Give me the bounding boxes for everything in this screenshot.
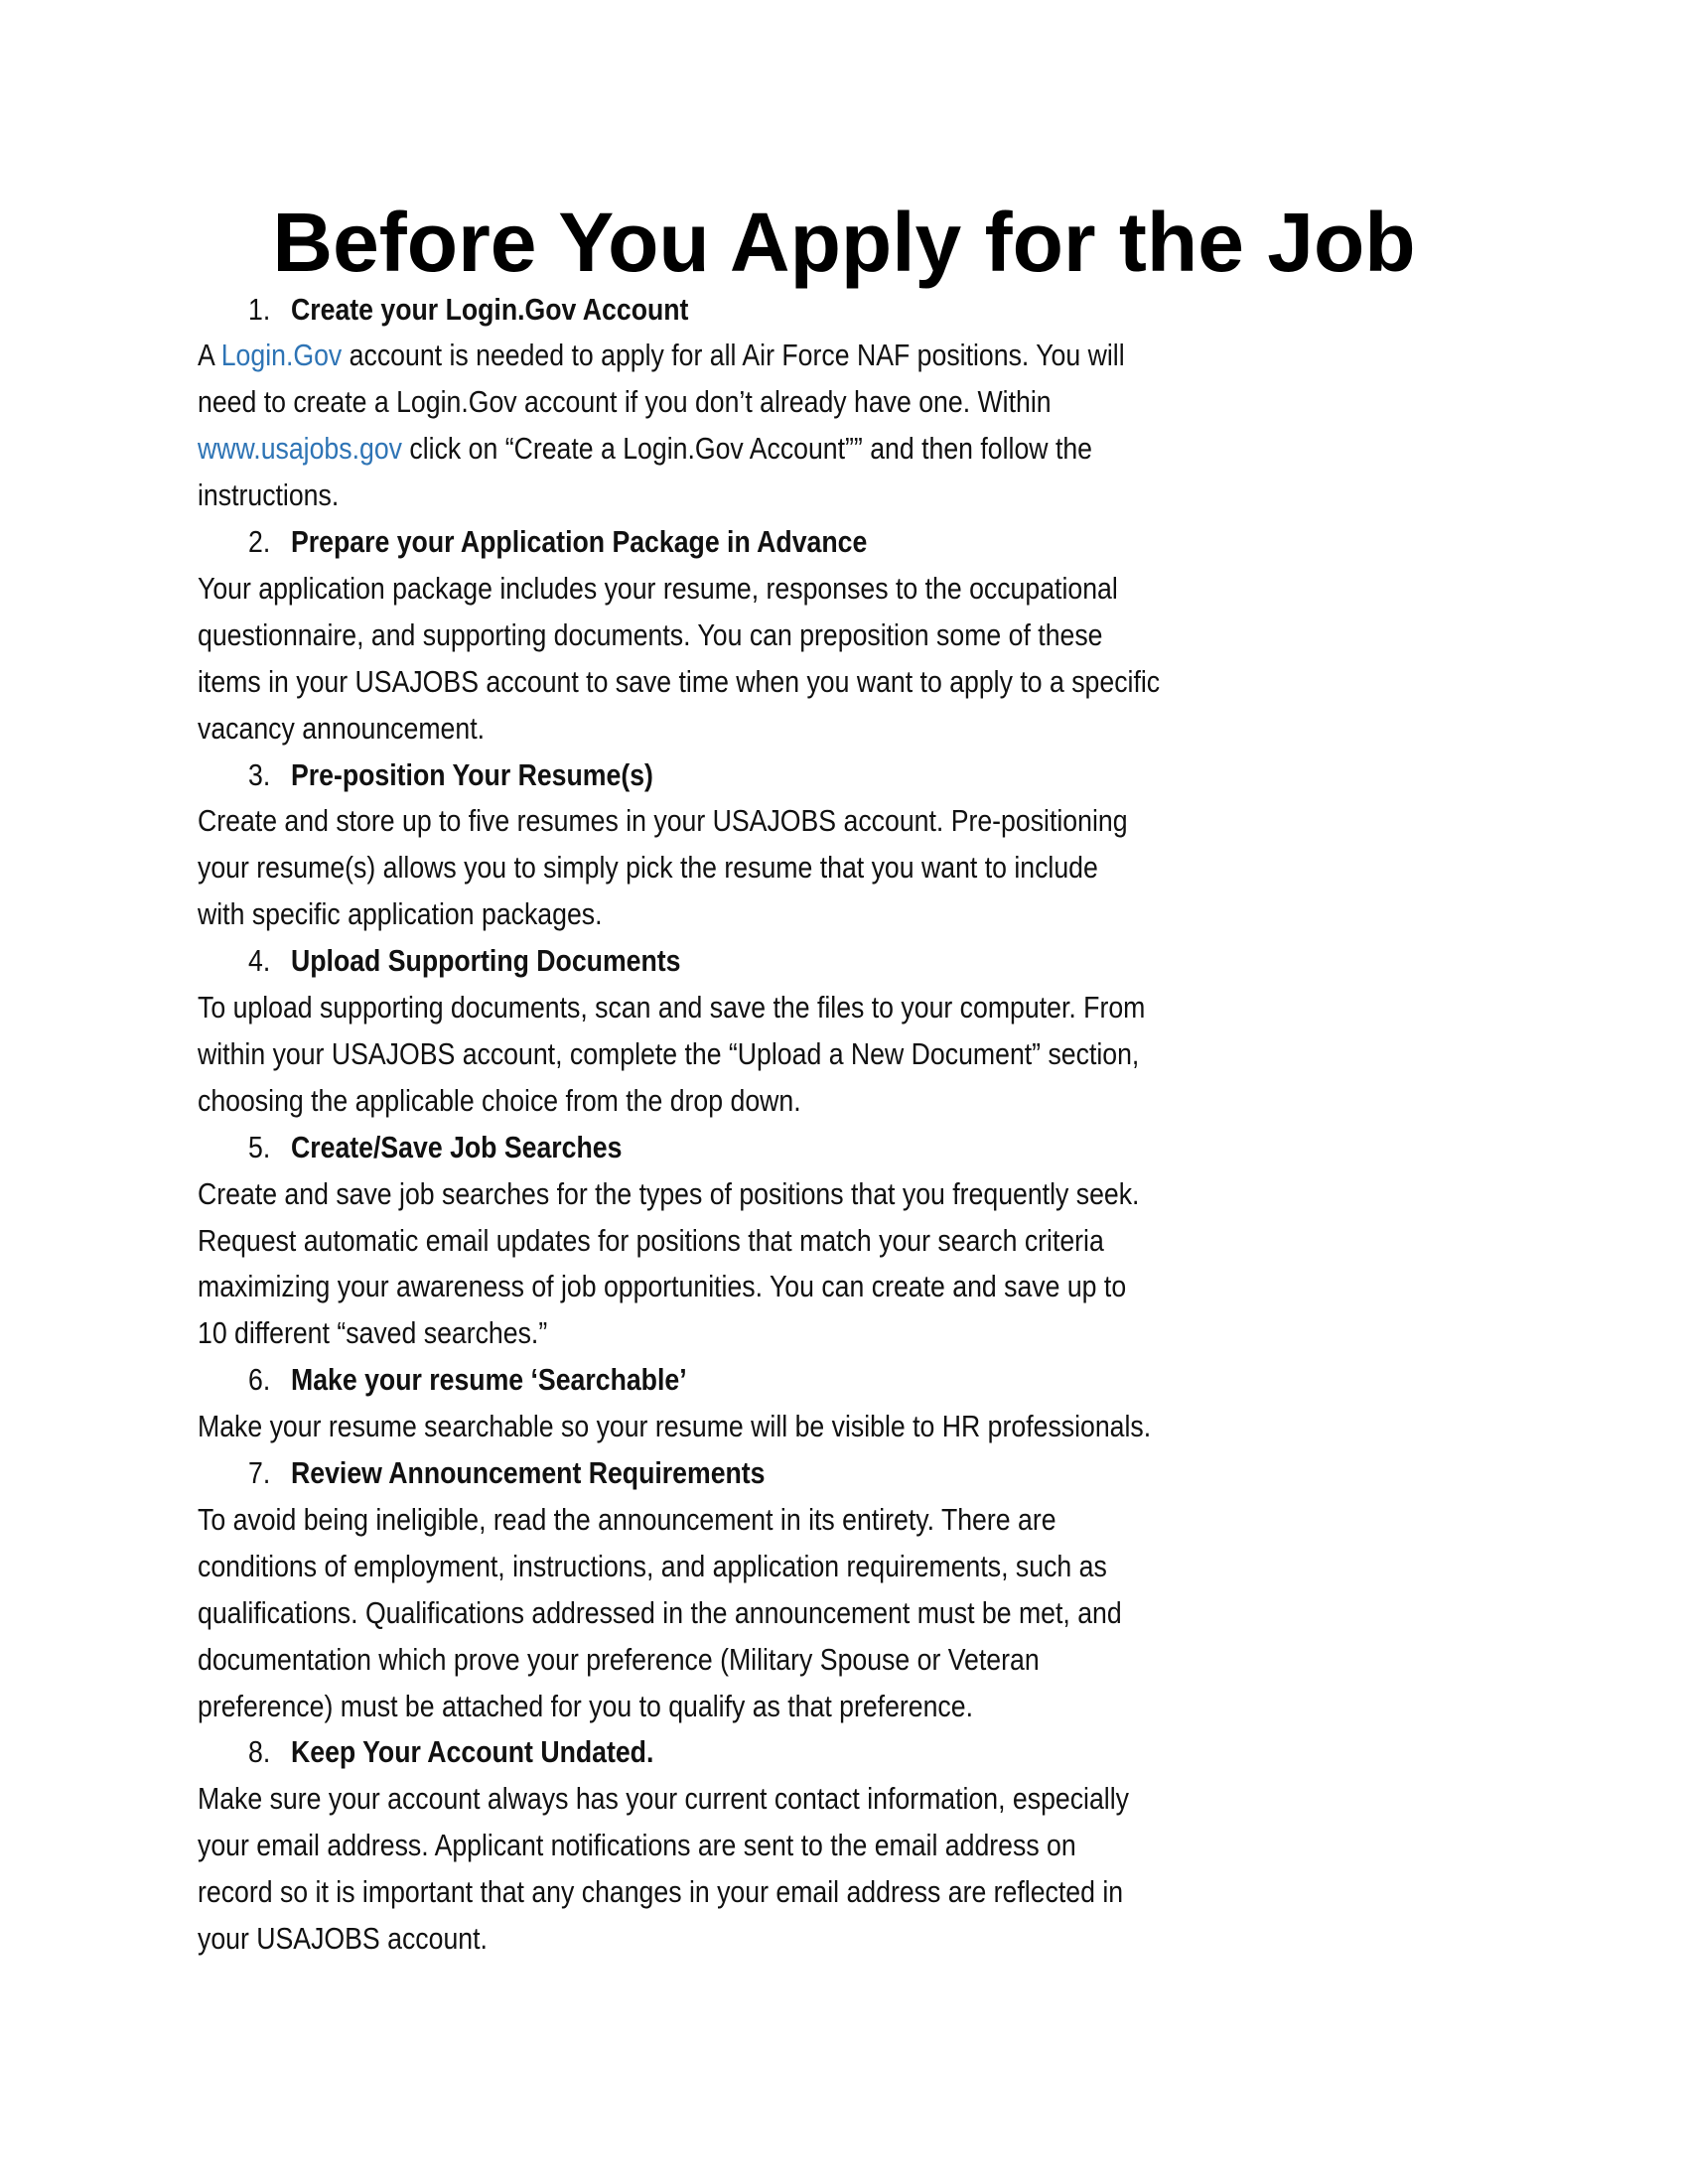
section-heading-text: Review Announcement Requirements bbox=[291, 1455, 766, 1490]
text-run: record so it is important that any changes in your email address are reflected in bbox=[198, 1874, 1124, 1910]
body-text-line bbox=[198, 1030, 1139, 1077]
hyperlink[interactable]: www.usajobs.gov bbox=[198, 431, 402, 467]
list-number: 4. bbox=[248, 943, 271, 979]
body-text-line bbox=[198, 1822, 1076, 1868]
text-run: questionnaire, and supporting documents. You can preposition some of these bbox=[198, 616, 1103, 652]
text-run: Your application package includes your resume, responses to the occupational bbox=[198, 570, 1118, 606]
text-run: Request automatic email updates for positions that match your search criteria bbox=[198, 1222, 1104, 1258]
text-run: instructions. bbox=[198, 478, 340, 513]
body-text-line bbox=[198, 332, 1125, 378]
list-number: 2. bbox=[248, 524, 271, 559]
text-run: account is needed to apply for all Air Force NAF positions. You will bbox=[342, 338, 1125, 373]
body-text-line bbox=[198, 425, 1092, 472]
section-heading-text: Create/Save Job Searches bbox=[291, 1129, 623, 1164]
section-heading-text: Prepare your Application Package in Advance bbox=[291, 524, 868, 559]
text-run: qualifications. Qualifications addressed in the announcement must be met, and bbox=[198, 1594, 1122, 1630]
text-run: items in your USAJOBS account to save time when you want to apply to a specific bbox=[198, 663, 1161, 699]
page-title: Before You Apply for the Job bbox=[272, 196, 1416, 289]
body-text-line bbox=[198, 890, 603, 937]
list-number: 3. bbox=[248, 756, 271, 792]
text-run: Create and store up to five resumes in your USAJOBS account. Pre-positioning bbox=[198, 803, 1128, 839]
hyperlink[interactable]: Login.Gov bbox=[220, 338, 343, 373]
text-run: need to create a Login.Gov account if you don’t already have one. Within bbox=[198, 384, 1052, 420]
body-text-line bbox=[198, 705, 485, 751]
body-text-line bbox=[198, 984, 1145, 1030]
body-text-line bbox=[198, 1496, 1056, 1543]
section-heading bbox=[248, 1356, 687, 1403]
text-run: vacancy announcement. bbox=[198, 710, 486, 746]
section-heading bbox=[248, 1124, 622, 1170]
text-run: with specific application packages. bbox=[198, 896, 603, 932]
text-run: your resume(s) allows you to simply pick the resume that you want to include bbox=[198, 850, 1098, 886]
body-text-line bbox=[198, 1589, 1122, 1636]
body-text-line bbox=[198, 1217, 1104, 1264]
body-text-line bbox=[198, 378, 1052, 425]
text-run: choosing the applicable choice from the drop down. bbox=[198, 1082, 801, 1118]
text-run: maximizing your awareness of job opportunities. You can create and save up to bbox=[198, 1269, 1127, 1304]
section-heading-text: Pre-position Your Resume(s) bbox=[291, 756, 653, 792]
body-text-line bbox=[198, 472, 339, 518]
body-text-line bbox=[198, 844, 1098, 890]
text-run: To upload supporting documents, scan and save the files to your computer. From bbox=[198, 990, 1146, 1024]
body-text-line bbox=[198, 1915, 488, 1962]
text-run: your email address. Applicant notifications are sent to the email address on bbox=[198, 1828, 1076, 1863]
section-heading bbox=[248, 518, 867, 565]
body-text-line bbox=[198, 1543, 1107, 1589]
text-run: within your USAJOBS account, complete the “Upload a New Document” section, bbox=[198, 1035, 1140, 1071]
body-text-line bbox=[198, 658, 1160, 705]
section-heading bbox=[248, 286, 688, 333]
text-run: Create and save job searches for the types of positions that you frequently seek. bbox=[198, 1175, 1140, 1211]
section-heading bbox=[248, 1449, 766, 1496]
body-text-line bbox=[198, 797, 1128, 844]
body-text-line bbox=[198, 1170, 1139, 1217]
text-run: click on “Create a Login.Gov Account”” and then follow the bbox=[401, 431, 1093, 467]
body-text-line bbox=[198, 1403, 1151, 1449]
text-run: Make sure your account always has your current contact information, especially bbox=[198, 1781, 1129, 1817]
body-text-line bbox=[198, 1263, 1126, 1309]
body-text-line bbox=[198, 1077, 801, 1124]
body-text-line bbox=[198, 1683, 973, 1729]
section-heading bbox=[248, 751, 653, 798]
text-run: 10 different “saved searches.” bbox=[198, 1315, 548, 1351]
section-heading bbox=[248, 1728, 653, 1775]
section-heading-text: Keep Your Account Undated. bbox=[291, 1734, 654, 1770]
section-heading bbox=[248, 937, 680, 984]
list-number: 7. bbox=[248, 1455, 271, 1490]
list-number: 5. bbox=[248, 1129, 271, 1164]
text-run: To avoid being ineligible, read the announcement in its entirety. There are bbox=[198, 1501, 1056, 1537]
body-text-line bbox=[198, 565, 1118, 612]
text-run: preference) must be attached for you to qualify as that preference. bbox=[198, 1688, 974, 1723]
text-run: Make your resume searchable so your resume will be visible to HR professionals. bbox=[198, 1409, 1152, 1444]
body-text-line bbox=[198, 1775, 1129, 1822]
body-text-line bbox=[198, 1636, 1040, 1683]
list-number: 8. bbox=[248, 1734, 271, 1770]
text-run: your USAJOBS account. bbox=[198, 1921, 488, 1956]
body-text-line bbox=[198, 1309, 547, 1356]
text-run: documentation which prove your preference (Military Spouse or Veteran bbox=[198, 1641, 1040, 1677]
text-run: A bbox=[198, 338, 221, 373]
section-heading-text: Create your Login.Gov Account bbox=[291, 291, 689, 327]
text-run: conditions of employment, instructions, and application requirements, such as bbox=[198, 1548, 1107, 1583]
list-number: 1. bbox=[248, 291, 271, 327]
section-heading-text: Make your resume ‘Searchable’ bbox=[291, 1362, 687, 1398]
body-text-line bbox=[198, 1868, 1123, 1915]
list-number: 6. bbox=[248, 1362, 271, 1398]
body-text-line bbox=[198, 612, 1103, 658]
section-heading-text: Upload Supporting Documents bbox=[291, 943, 681, 979]
